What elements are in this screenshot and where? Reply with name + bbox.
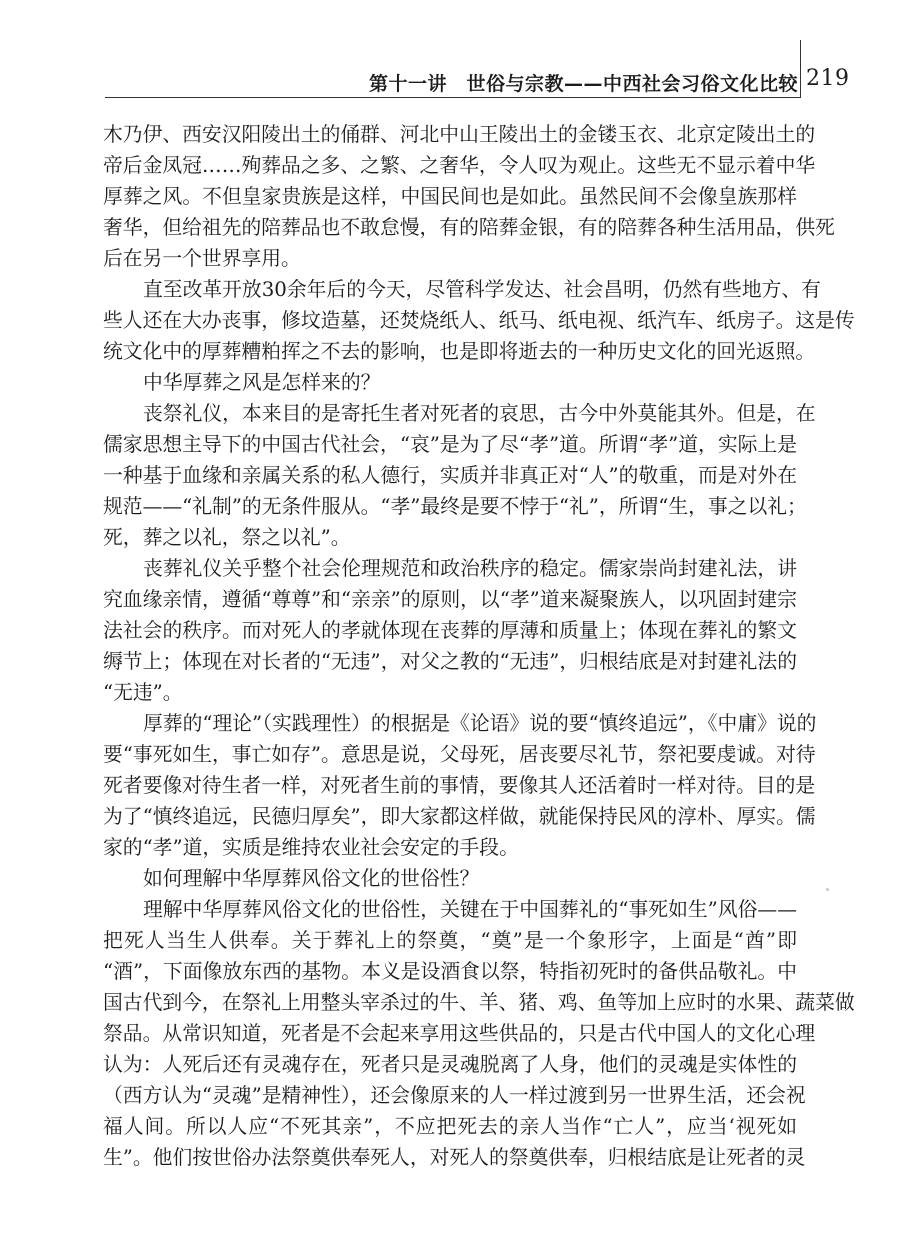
text-line: 厚葬之风。不但皇家贵族是这样，中国民间也是如此。虽然民间不会像皇族那样 — [103, 185, 797, 208]
text-line: 生”。他们按世俗办法祭奠供奉死人，对死人的祭奠供奉，归根结底是让死者的灵 — [103, 1146, 806, 1169]
text-line: 规范——“礼制”的无条件服从。“孝”最终是要不悖于“礼”，所谓“生，事之以礼； — [103, 495, 807, 518]
text-line: 一种基于血缘和亲属关系的私人德行，实质并非真正对“人”的敬重，而是对外在 — [103, 464, 797, 487]
text-line: 要“事死如生，事亡如存”。意思是说，父母死，居丧要尽礼节，祭祀要虔诚。对待 — [103, 743, 816, 766]
text-line: 缛节上；体现在对长者的“无违”，对父之教的“无违”，归根结底是对封建礼法的 — [103, 650, 797, 673]
text-line: 直至改革开放30余年后的今天，尽管科学发达、社会昌明，仍然有些地方、有 — [143, 278, 821, 301]
text-line: 死，葬之以礼，祭之以礼”。 — [103, 526, 351, 549]
text-line: 木乃伊、西安汉阳陵出土的俑群、河北中山王陵出土的金镂玉衣、北京定陵出土的 — [103, 123, 816, 146]
text-line: 国古代到今，在祭礼上用整头宰杀过的牛、羊、猪、鸡、鱼等加上应时的水果、蔬菜做 — [103, 991, 855, 1014]
text-line: 丧葬礼仪关乎整个社会伦理规范和政治秩序的稳定。儒家崇尚封建礼法，讲 — [143, 557, 797, 580]
text-line: 儒家思想主导下的中国古代社会，“哀”是为了尽“孝”道。所谓“孝”道，实际上是 — [103, 433, 797, 456]
text-line: 祭品。从常识知道，死者是不会起来享用这些供品的，只是古代中国人的文化心理 — [103, 1022, 816, 1045]
text-line: 究血缘亲情，遵循“尊尊”和“亲亲”的原则，以“孝”道来凝聚族人，以巩固封建宗 — [103, 588, 797, 611]
text-line: 后在另一个世界享用。 — [103, 247, 301, 270]
text-line: “酒”，下面像放东西的基物。本义是设酒食以祭，特指初死时的备供品敬礼。中 — [103, 960, 797, 983]
text-line: 中华厚葬之风是怎样来的？ — [143, 371, 381, 394]
text-line: 福人间。所以人应“不死其亲”，不应把死去的亲人当作“亡人”，应当‘视死如 — [103, 1115, 797, 1138]
page-number: 219 — [806, 66, 850, 91]
text-line: “无违”。 — [103, 681, 183, 704]
chapter-title: 第十一讲 世俗与宗教——中西社会习俗文化比较 — [368, 73, 798, 95]
text-line: 家的“孝”道，实质是维持农业社会安定的手段。 — [103, 836, 519, 859]
text-line: 死者要像对待生者一样，对死者生前的事情，要像其人还活着时一样对待。目的是 — [103, 774, 816, 797]
text-line: 些人还在大办丧事，修坟造墓，还焚烧纸人、纸马、纸电视、纸汽车、纸房子。这是传 — [103, 309, 855, 332]
text-line: 帝后金凤冠……殉葬品之多、之繁、之奢华，令人叹为观止。这些无不显示着中华 — [103, 154, 816, 177]
text-line: 理解中华厚葬风俗文化的世俗性，关键在于中国葬礼的“事死如生”风俗—— — [143, 898, 797, 921]
text-line: （西方认为“灵魂”是精神性），还会像原来的人一样过渡到另一世界生活，还会祝 — [103, 1084, 806, 1107]
text-line: 统文化中的厚葬糟粕挥之不去的影响，也是即将逝去的一种历史文化的回光返照。 — [103, 340, 816, 363]
text-line: 丧祭礼仪，本来目的是寄托生者对死者的哀思，古今中外莫能其外。但是，在 — [143, 402, 816, 425]
header-horizontal-rule — [105, 97, 800, 98]
scan-speck — [826, 888, 829, 891]
text-line: 法社会的秩序。而对死人的孝就体现在丧葬的厚薄和质量上；体现在葬礼的繁文 — [103, 619, 797, 642]
text-line: 把死人当生人供奉。关于葬礼上的祭奠，“奠”是一个象形字，上面是“酋”即 — [103, 929, 797, 952]
text-line: 奢华，但给祖先的陪葬品也不敢怠慢，有的陪葬金银，有的陪葬各种生活用品，供死 — [103, 216, 835, 239]
text-line: 为了“慎终追远，民德归厚矣”，即大家都这样做，就能保持民风的淳朴、厚实。儒 — [103, 805, 816, 828]
text-line: 如何理解中华厚葬风俗文化的世俗性？ — [143, 867, 480, 890]
header-vertical-rule — [800, 40, 801, 98]
running-header — [0, 58, 900, 98]
text-line: 厚葬的“理论”（实践理性）的根据是《论语》说的要“慎终追远”，《中庸》说的 — [143, 712, 817, 735]
text-line: 认为：人死后还有灵魂存在，死者只是灵魂脱离了人身，他们的灵魂是实体性的 — [103, 1053, 797, 1076]
body-text — [103, 119, 855, 1173]
